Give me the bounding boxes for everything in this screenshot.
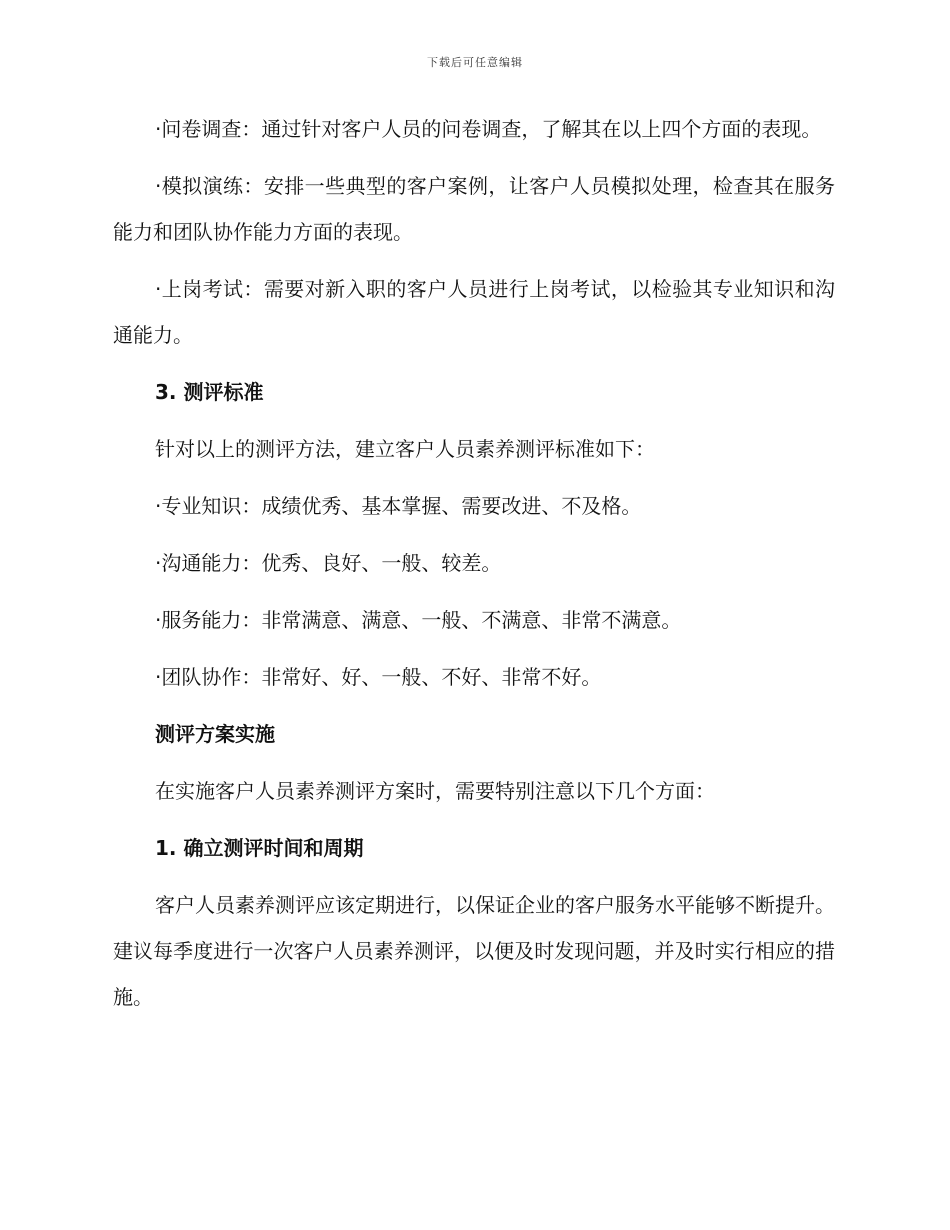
- paragraph-communication: ·沟通能力：优秀、良好、一般、较差。: [155, 551, 502, 575]
- section-heading-implementation: 测评方案实施: [155, 722, 275, 746]
- document-body: [113, 106, 835, 1031]
- paragraph-professional-knowledge: ·专业知识：成绩优秀、基本掌握、需要改进、不及格。: [155, 494, 642, 518]
- section-heading-criteria: 3. 测评标准: [155, 380, 264, 404]
- paragraph-service: ·服务能力：非常满意、满意、一般、不满意、非常不满意。: [155, 608, 682, 632]
- paragraph-schedule: 客户人员素养测评应该定期进行，以保证企业的客户服务水平能够不断提升。建议每季度进行一次客户人员素养测评，以便及时发现问题，并及时实行相应的措施。: [113, 893, 835, 1009]
- paragraph-implementation-intro: 在实施客户人员素养测评方案时，需要特别注意以下几个方面：: [155, 779, 715, 803]
- paragraph-criteria-intro: 针对以上的测评方法，建立客户人员素养测评标准如下：: [155, 437, 655, 461]
- paragraph-simulation: ·模拟演练：安排一些典型的客户案例，让客户人员模拟处理，检查其在服务能力和团队协作能力方面的表现。: [113, 174, 835, 244]
- paragraph-questionnaire: ·问卷调查：通过针对客户人员的问卷调查，了解其在以上四个方面的表现。: [155, 117, 822, 141]
- paragraph-onboarding-exam: ·上岗考试：需要对新入职的客户人员进行上岗考试，以检验其专业知识和沟通能力。: [113, 277, 835, 347]
- page-header: 下载后可任意编辑: [427, 56, 523, 69]
- section-heading-schedule: 1. 确立测评时间和周期: [155, 836, 364, 860]
- paragraph-teamwork: ·团队协作：非常好、好、一般、不好、非常不好。: [155, 665, 602, 689]
